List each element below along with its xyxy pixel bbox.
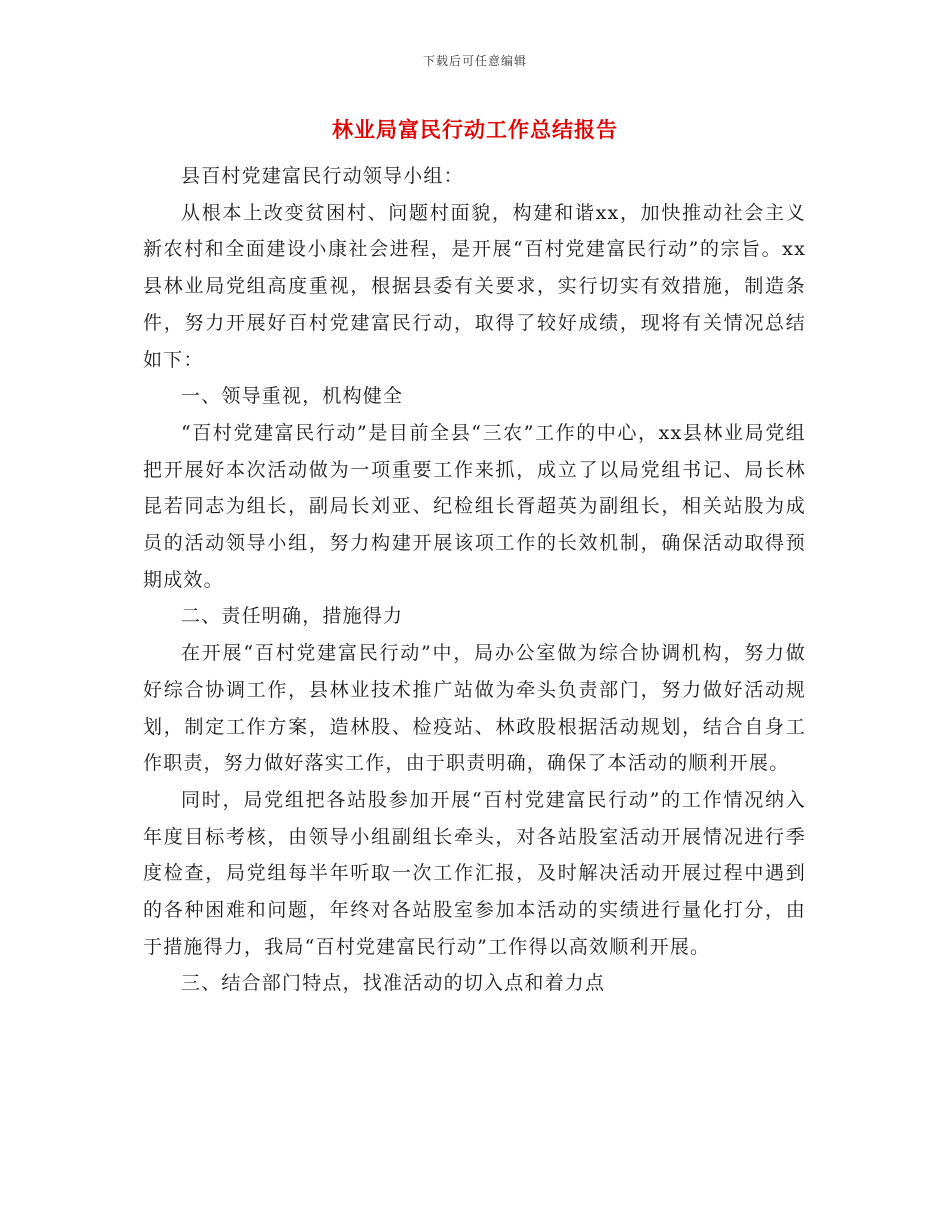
document-title: 林业局富民行动工作总结报告	[332, 117, 618, 142]
paragraph-section-1: “百村党建富民行动”是目前全县“三农”工作的中心，xx县林业局党组把开展好本次活动做为一项重要工作来抓，成立了以局党组书记、局长林昆若同志为组长，副局长刘亚、纪检组长胥超英为副组长，相关站股为成员的活动领导小组，努力构建开展该项工作的长效机制，确保活动取得预期成效。	[143, 421, 806, 591]
section-heading-3: 三、结合部门特点，找准活动的切入点和着力点	[181, 972, 606, 995]
page-header-note: 下载后可任意编辑	[422, 54, 527, 68]
document-body	[143, 158, 806, 1002]
paragraph-section-2a: 在开展“百村党建富民行动”中，局办公室做为综合协调机构，努力做好综合协调工作，县林业技术推广站做为牵头负责部门，努力做好活动规划，制定工作方案，造林股、检疫站、林政股根据活动规划，结合自身工作职责，努力做好落实工作，由于职责明确，确保了本活动的顺利开展。	[143, 642, 806, 775]
salutation: 县百村党建富民行动领导小组：	[181, 165, 464, 187]
paragraph-section-2b: 同时，局党组把各站股参加开展“百村党建富民行动”的工作情况纳入年度目标考核，由领导小组副组长牵头，对各站股室活动开展情况进行季度检查，局党组每半年听取一次工作汇报，及时解决活动开展过程中遇到的各种困难和问题，年终对各站股室参加本活动的实绩进行量化打分，由于措施得力，我局“百村党建富民行动”工作得以高效顺利开展。	[143, 788, 806, 958]
section-heading-1: 一、领导重视，机构健全	[181, 385, 404, 408]
paragraph-intro: 从根本上改变贫困村、问题村面貌，构建和谐xx，加快推动社会主义新农村和全面建设小康社会进程，是开展“百村党建富民行动”的宗旨。xx县林业局党组高度重视，根据县委有关要求，实行切实有效措施，制造条件，努力开展好百村党建富民行动，取得了较好成绩，现将有关情况总结如下：	[143, 201, 806, 371]
section-heading-2: 二、责任明确，措施得力	[181, 605, 404, 628]
